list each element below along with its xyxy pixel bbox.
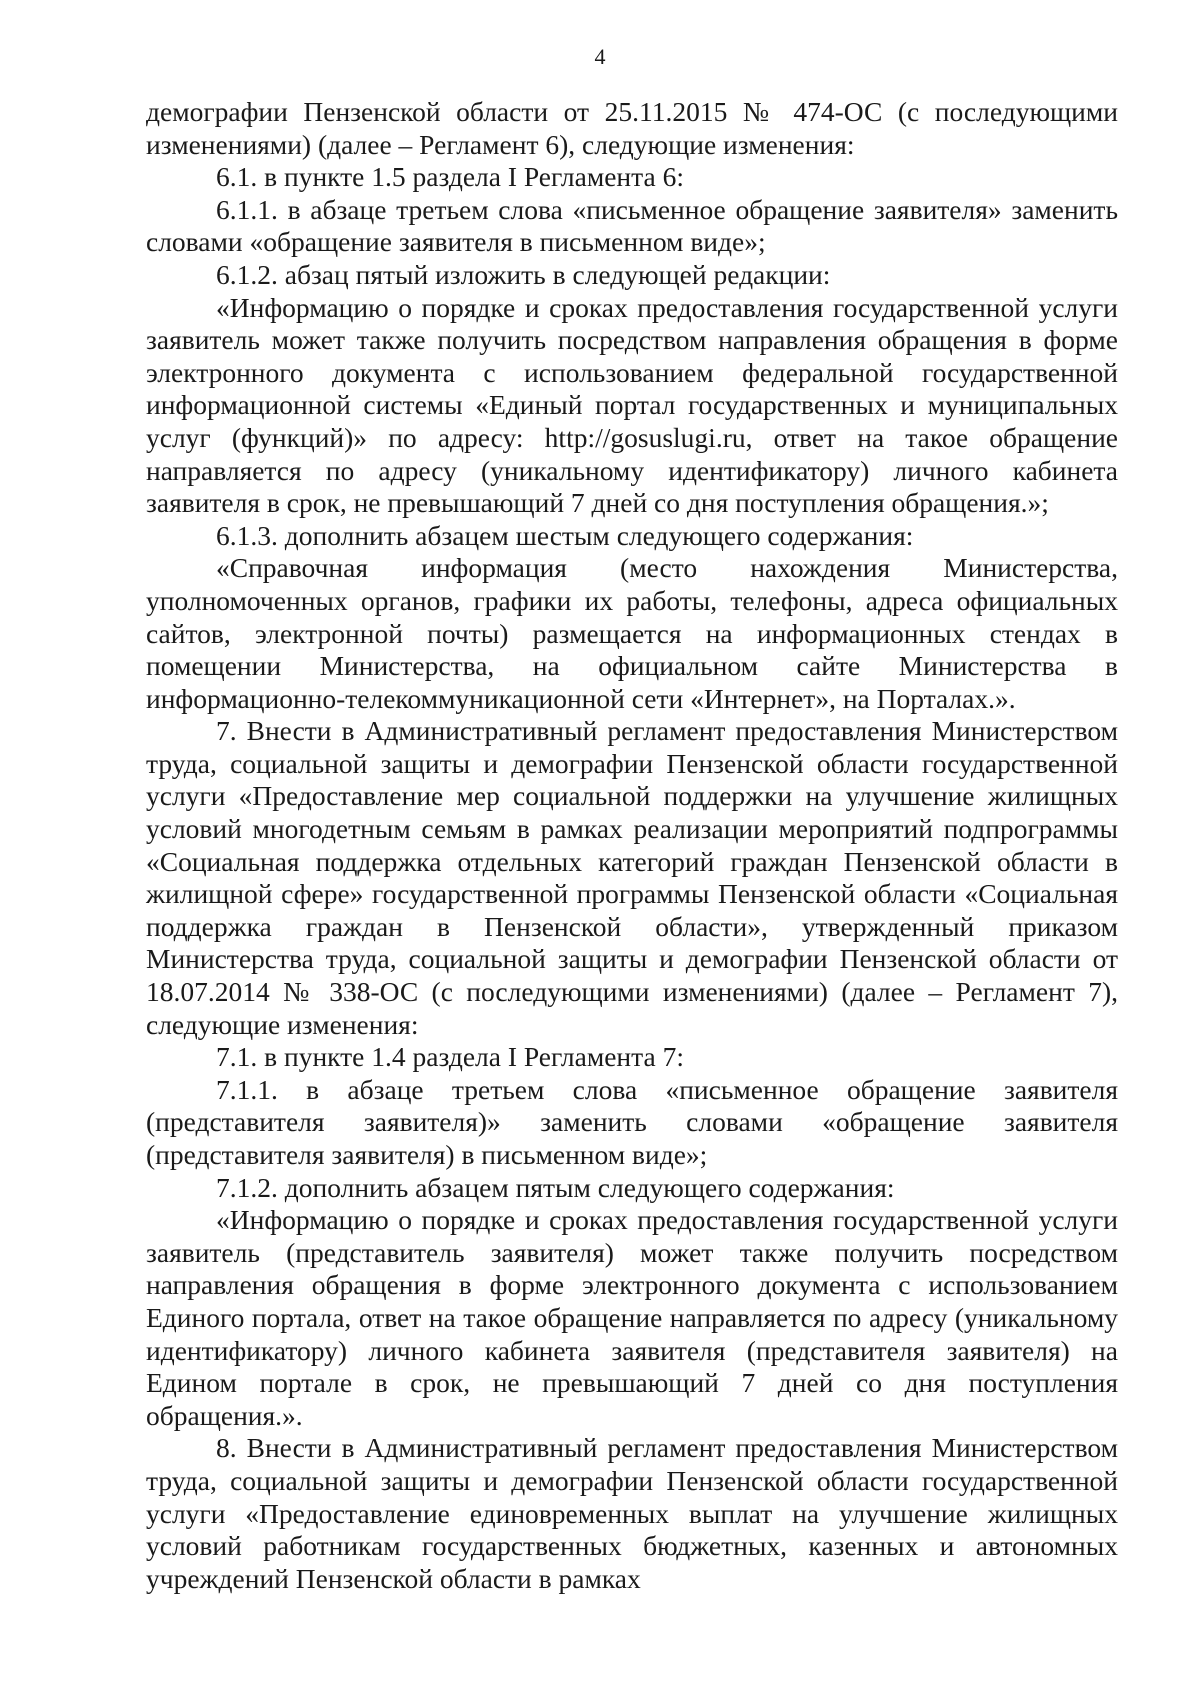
document-body (146, 96, 1118, 1595)
paragraph: 6.1.2. абзац пятый изложить в следующей редакции: (216, 258, 831, 290)
page-number: 4 (594, 44, 606, 69)
paragraph: 6.1. в пункте 1.5 раздела I Регламента 6: (216, 161, 684, 193)
paragraph: 8. Внести в Административный регламент предоставления Министерством труда, социальной защиты и демографии Пензенской области государственной услуги «Предоставление единовременных выплат на улучшение жилищных условий работникам государственных бюджетных, казенных и автономных учреждений Пензенской области в рамках (146, 1432, 1118, 1594)
paragraph: 6.1.3. дополнить абзацем шестым следующего содержания: (216, 519, 914, 551)
paragraph: «Справочная информация (место нахождения Министерства, уполномоченных органов, графики их работы, телефоны, адреса официальных сайтов, электронной почты) размещается на информационных стендах в помещении Министерства, на официальном сайте Министерства в информационно-телекоммуникационной сети «Интернет», на Порталах.». (146, 552, 1118, 714)
paragraph: «Информацию о порядке и сроках предоставления государственной услуги заявитель (представитель заявителя) может также получить посредством направления обращения в форме электронного документа с использованием Единого портала, ответ на такое обращение направляется по адресу (уникальному идентификатору) личного кабинета заявителя (представителя заявителя) на Едином портале в срок, не превышающий 7 дней со дня поступления обращения.». (146, 1204, 1118, 1431)
paragraph: 7.1.1. в абзаце третьем слова «письменное обращение заявителя (представителя заявителя)» заменить словами «обращение заявителя (представителя заявителя) в письменном виде»; (146, 1073, 1118, 1170)
paragraph: демографии Пензенской области от 25.11.2015 № 474-ОС (с последующими изменениями) (далее – Регламент 6), следующие изменения: (146, 96, 1118, 160)
paragraph: 7. Внести в Административный регламент предоставления Министерством труда, социальной защиты и демографии Пензенской области государственной услуги «Предоставление мер социальной поддержки на улучшение жилищных условий многодетным семьям в рамках реализации мероприятий подпрограммы «Социальная поддержка отдельных категорий граждан Пензенской области в жилищной сфере» государственной программы Пензенской области «Социальная поддержка граждан в Пензенской области», утвержденный приказом Министерства труда, социальной защиты и демографии Пензенской области от 18.07.2014 № 338-ОС (с последующими изменениями) (далее – Регламент 7), следующие изменения: (146, 715, 1118, 1040)
paragraph: 7.1.2. дополнить абзацем пятым следующего содержания: (216, 1171, 895, 1203)
paragraph: 7.1. в пункте 1.4 раздела I Регламента 7: (216, 1041, 684, 1073)
paragraph: «Информацию о порядке и сроках предоставления государственной услуги заявитель может также получить посредством направления обращения в форме электронного документа с использованием федеральной государственной информационной системы «Единый портал государственных и муниципальных услуг (функций)» по адресу: http://gosuslugi.ru, ответ на такое обращение направляется по адресу (уникальному идентификатору) личного кабинета заявителя в срок, не превышающий 7 дней со дня поступления обращения.»; (146, 291, 1118, 519)
paragraph: 6.1.1. в абзаце третьем слова «письменное обращение заявителя» заменить словами «обращение заявителя в письменном виде»; (146, 193, 1118, 258)
